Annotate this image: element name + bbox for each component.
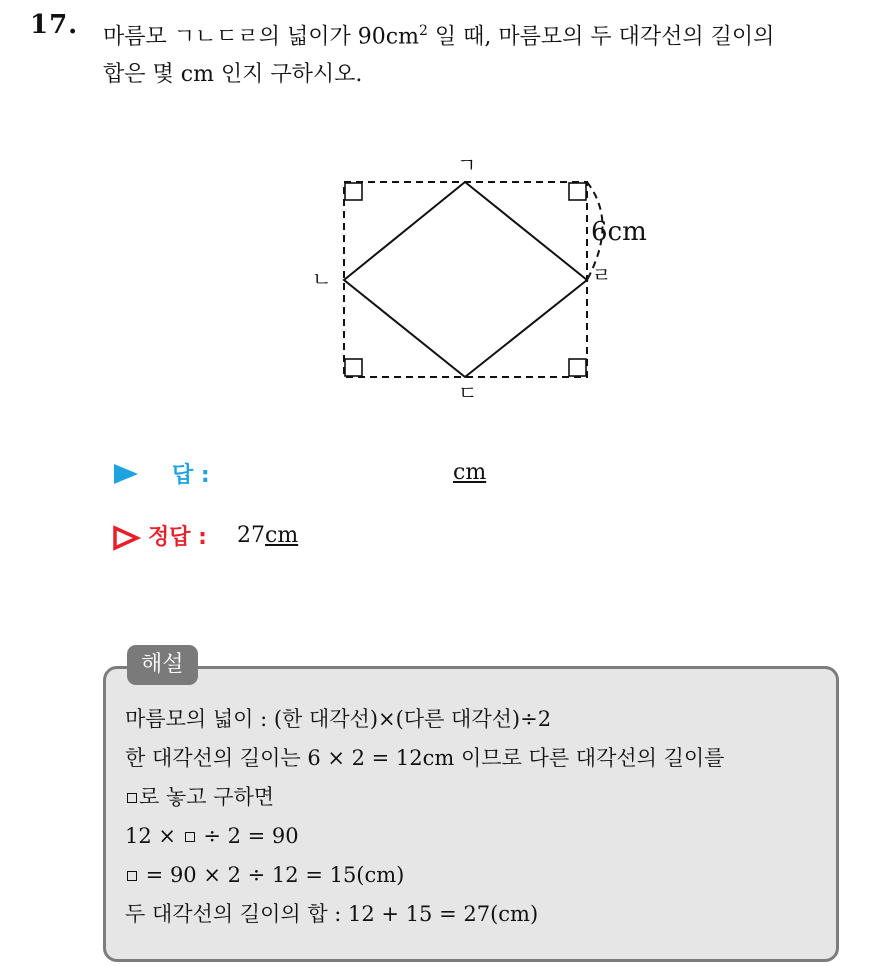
- solution-line-6: 두 대각선의 길이의 합 : 12 + 15 = 27(cm): [125, 902, 539, 926]
- correct-answer-number: 27: [237, 523, 265, 548]
- corner-mark-top-left: [345, 183, 362, 200]
- correct-answer-unit: cm: [265, 523, 299, 548]
- question-text: [103, 12, 873, 94]
- unknown-box-icon: [185, 832, 195, 842]
- correct-answer-value: [237, 523, 298, 548]
- play-arrow-icon: [112, 462, 140, 486]
- answer-label: 답 :: [172, 463, 210, 488]
- rhombus: [344, 182, 587, 377]
- question-line-1-start: 마름모 ㄱㄴㄷㄹ의 넓이가 90cm: [103, 24, 419, 50]
- question-line-2: 합은 몇 cm 인지 구하시오.: [103, 62, 363, 88]
- solution-line-3: [125, 778, 835, 817]
- solution-line-2: 한 대각선의 길이는 6 × 2 = 12cm 이므로 다른 대각선의 길이를: [125, 746, 725, 770]
- vertex-label-top: ㄱ: [457, 153, 477, 177]
- unknown-box-icon: [127, 793, 137, 803]
- corner-mark-top-right: [569, 183, 586, 200]
- question-number: 17.: [30, 10, 79, 40]
- rhombus-figure: [300, 150, 647, 405]
- vertex-label-bottom: ㄷ: [458, 381, 478, 405]
- solution-line-4: [125, 817, 835, 856]
- unknown-box-icon: [127, 871, 137, 881]
- solution-line-4-start: 12 ×: [125, 824, 183, 848]
- solution-line-5: [125, 856, 835, 895]
- bounding-rectangle: [344, 182, 587, 377]
- solution-text: [125, 700, 835, 934]
- solution-tag: 해설: [127, 645, 198, 685]
- solution-line-3-text: 로 놓고 구하면: [139, 785, 275, 809]
- solution-line-5-text: = 90 × 2 ÷ 12 = 15(cm): [139, 863, 405, 887]
- corner-mark-bottom-left: [345, 359, 362, 376]
- area-exponent: 2: [418, 23, 428, 39]
- question-line-1: [103, 12, 873, 56]
- question-line-1-end: 일 때, 마름모의 두 대각선의 길이의: [427, 24, 775, 50]
- vertex-label-right: ㄹ: [592, 263, 612, 287]
- measure-label: 6cm: [591, 217, 647, 247]
- vertex-label-left: ㄴ: [312, 267, 332, 291]
- corner-mark-bottom-right: [569, 359, 586, 376]
- outline-arrow-icon: [112, 525, 140, 551]
- solution-line-1: 마름모의 넓이 : (한 대각선)×(다른 대각선)÷2: [125, 707, 552, 731]
- solution-line-4-end: ÷ 2 = 90: [196, 824, 299, 848]
- answer-unit: cm: [453, 460, 487, 485]
- correct-answer-label: 정답 :: [148, 525, 207, 550]
